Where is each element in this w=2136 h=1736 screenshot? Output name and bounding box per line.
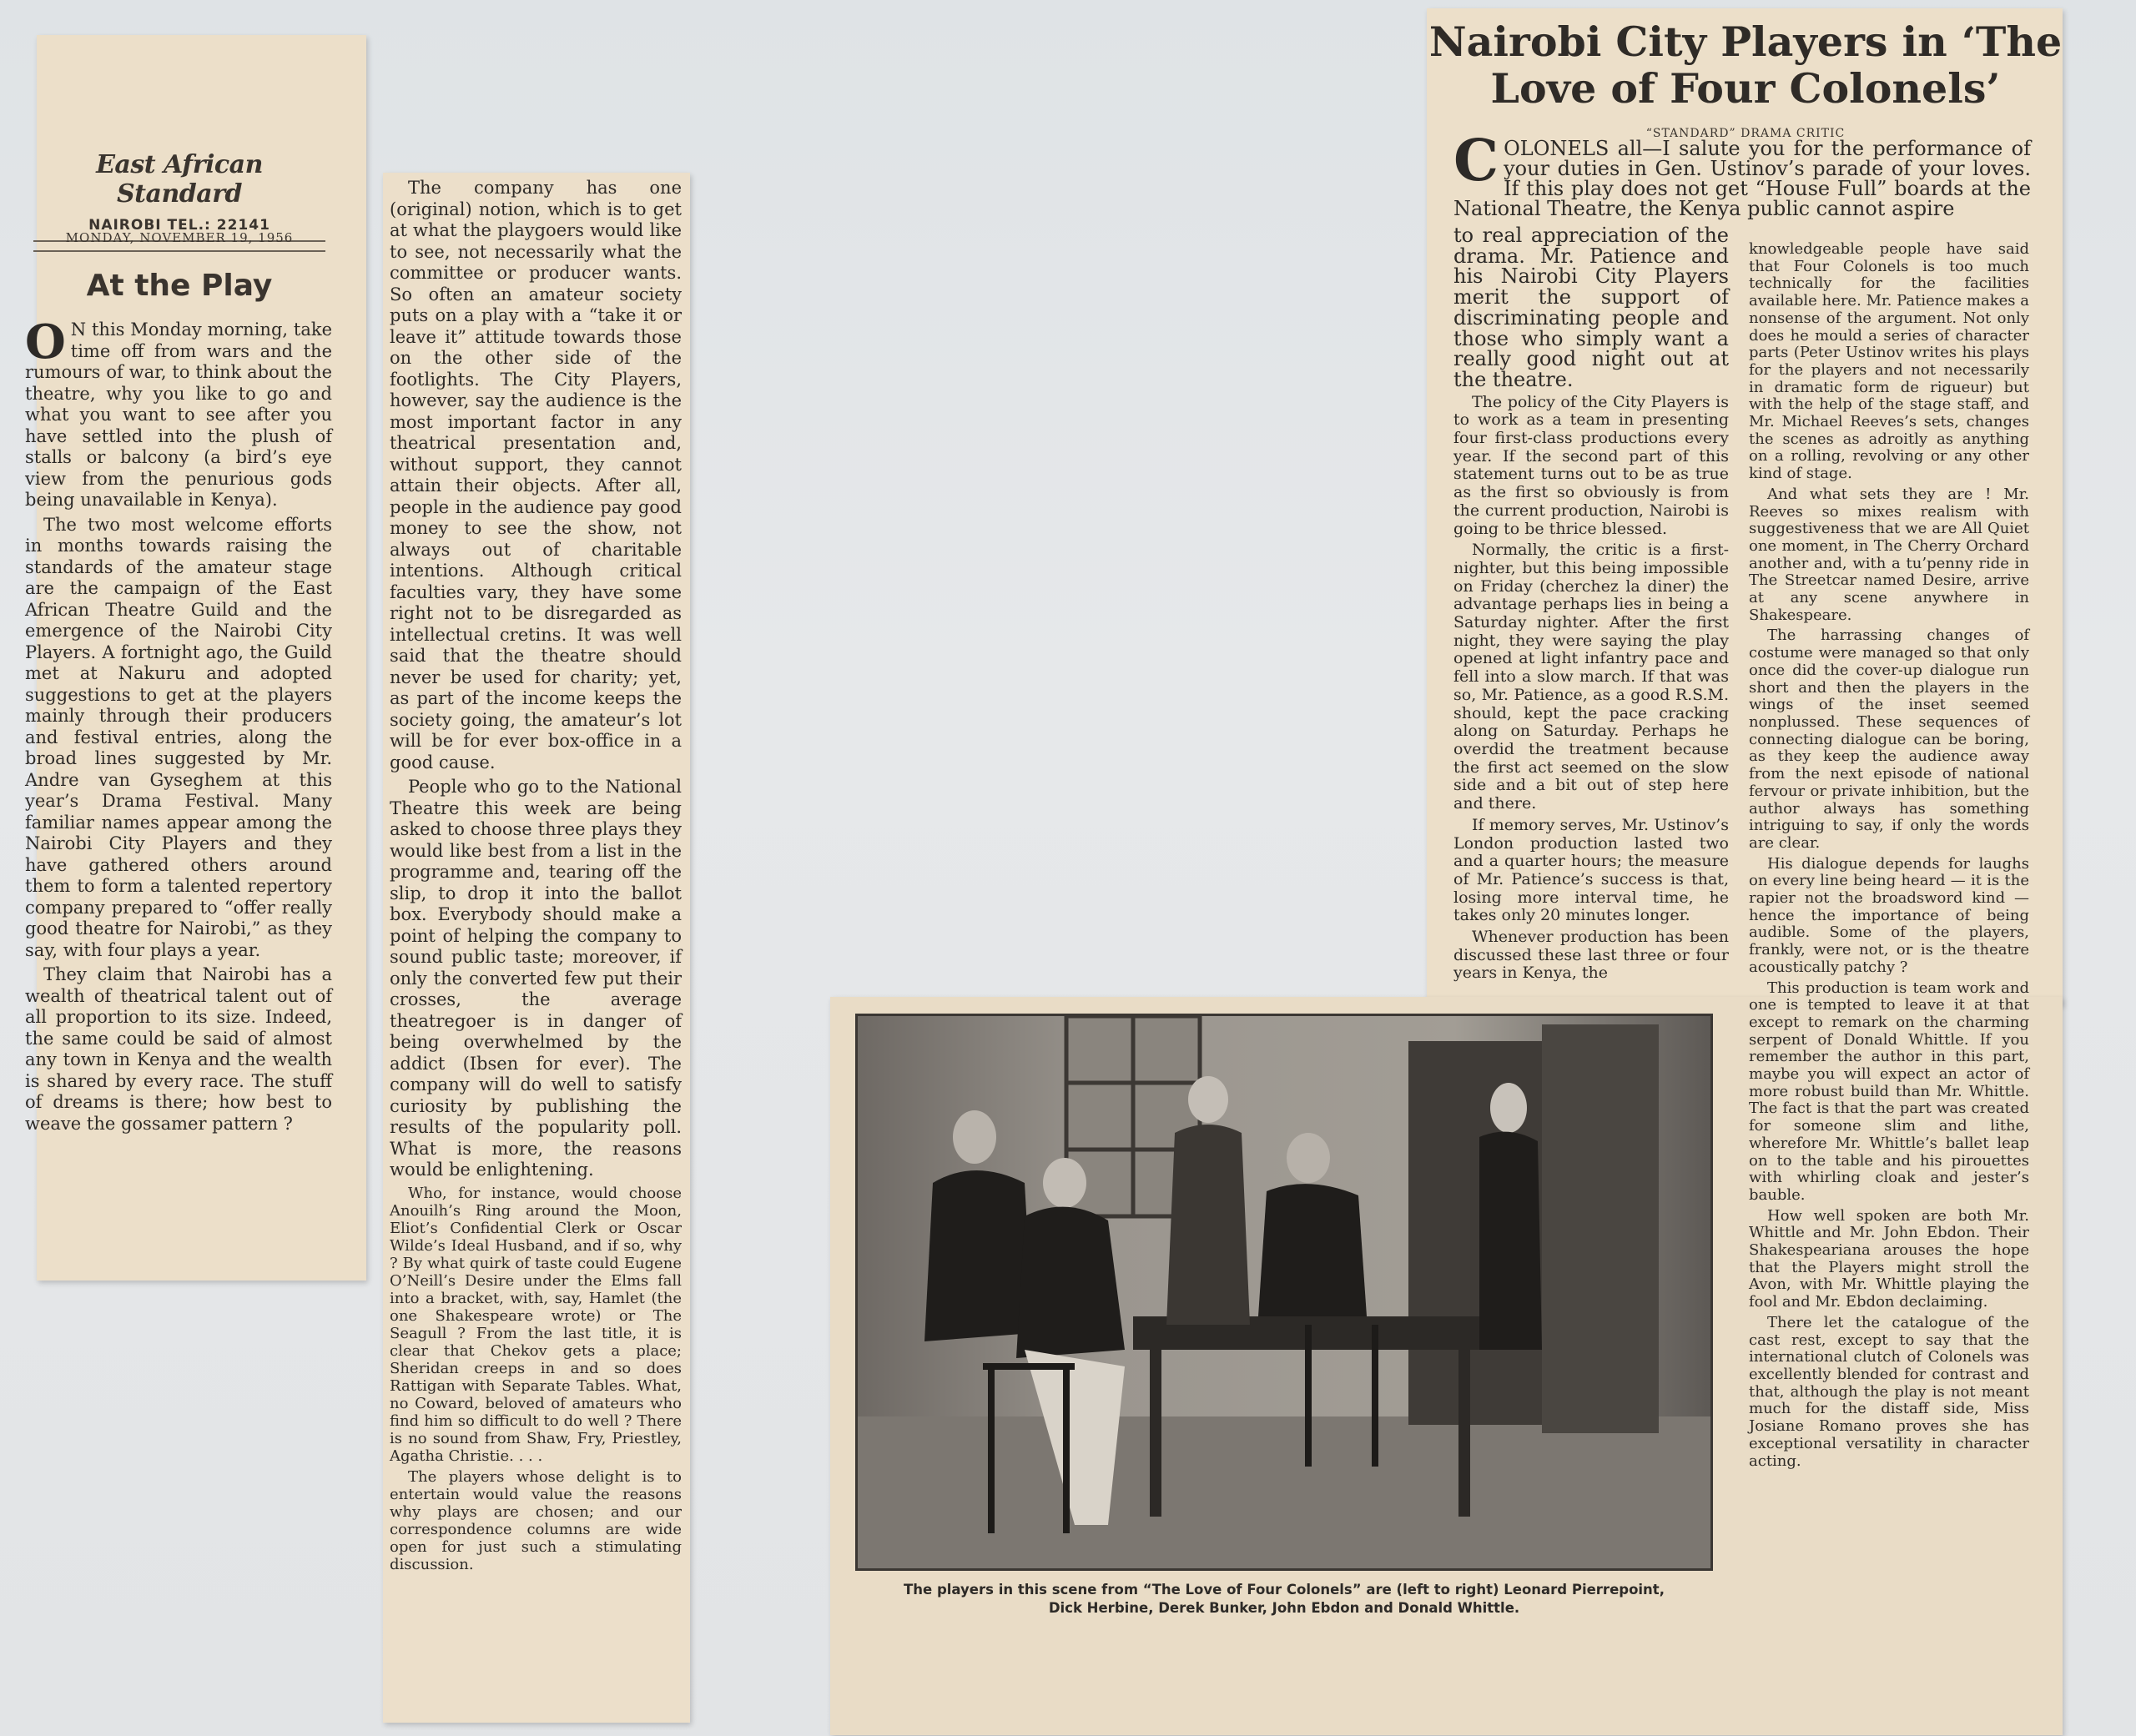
paragraph: Who, for instance, would choose Anouilh’s Ring around the Moon, Eliot’s Confidential Clerk or Oscar Wilde’s Ideal Husband, and if so, why ? By what quirk of taste could Eugene O’Neill’s Desire under the Elms fall into a bracket, with, say, Hamlet (the one Shakespeare wrote) or The Seagull ? From the last title, it is clear that Chekov gets a place; Sheridan creeps in and so does Rattigan with Separate Tables. What, no Coward, beloved of amateurs who find him so difficult to do well ? There is no sound from Shaw, Fry, Priestley, Agatha Christie. . . . bbox=[390, 1184, 682, 1465]
article-column-a bbox=[1453, 225, 1729, 986]
paragraph: The two most welcome efforts in months towards raising the standards of the amateur stage are the campaign of the East African Theatre Guild and the emergence of the Nairobi City Players. A fortnight ago, the Guild met at Nakuru and adopted suggestions to get at the players mainly through their producers and festival entries, along the broad lines suggested by Mr. Andre van Gyseghem at this year’s Drama Festival. Many familiar names appear among the Nairobi City Players and they have gathered others around them to form a talented repertory company prepared to “offer really good theatre for Nairobi,” as they say, with four plays a year. bbox=[25, 514, 332, 960]
dateline: MONDAY, NOVEMBER 19, 1956 bbox=[33, 225, 325, 252]
masthead-title: East African Standard bbox=[96, 150, 263, 209]
paragraph: Whenever production has been discussed these last three or four years in Kenya, the bbox=[1453, 928, 1729, 983]
caption-line-1: The players in this scene from “The Love of Four Colonels” are (left to right) Leonard Pierrepoint, bbox=[904, 1582, 1665, 1598]
caption-line-2: Dick Herbine, Derek Bunker, John Ebdon and Donald Whittle. bbox=[1048, 1600, 1520, 1616]
clipping-continuation bbox=[383, 173, 690, 1723]
headline-four-colonels: Nairobi City Players in ‘The Love of Four Colonels’ bbox=[1428, 18, 2063, 113]
paragraph: They claim that Nairobi has a wealth of theatrical talent out of all proportion to its size. Indeed, the same could be said of almost any town in Kenya and the wealth is shared by every race. The stuff of dreams is there; how best to weave the gossamer pattern ? bbox=[25, 964, 332, 1134]
headline-at-the-play: At the Play bbox=[86, 269, 273, 303]
paragraph: If memory serves, Mr. Ustinov’s London production lasted two and a quarter hours; the measure of Mr. Patience’s success is that, losing more interval time, he takes only 20 minutes longer. bbox=[1453, 815, 1729, 925]
drop-cap: C bbox=[1453, 128, 1499, 194]
paragraph: There let the catalogue of the cast rest, except to say that the international clutch of Colonels was excellently blended for contrast and that, although the play is not meant much for the distaff side, Miss Josiane Romano proves she has exceptional versatility in character acting. bbox=[1749, 1313, 2029, 1470]
paragraph: knowledgeable people have said that Four Colonels is too much technically for the facilities available here. Mr. Patience makes a nonsense of the argument. Not only does he mould a series of character parts (Peter Ustinov writes his plays for the players and not necessarily in dramatic form de rigueur) but with the help of the stage staff, and Mr. Michael Reeves’s sets, changes the scenes as adroitly as anything on a rolling, revolving or any other kind of stage. bbox=[1749, 240, 2029, 483]
paragraph: The harrassing changes of costume were managed so that only once did the cover-up dialogue run short and then the players in the wings of the inset seemed nonplussed. These sequences of connecting dialogue can be boring, as they keep the audience away from the next episode of national fervour or private inhibition, but the author always has something intriguing to say, if only the words are clear. bbox=[1749, 626, 2029, 852]
paragraph: His dialogue depends for laughs on every line being heard — it is the rapier not the broadsword kind — hence the importance of being audible. Some of the players, frankly, were not, or is the theatre acoustically patchy ? bbox=[1749, 854, 2029, 976]
paragraph: to real appreciation of the drama. Mr. Patience and his Nairobi City Players merit the support of discriminating people and those who simply want a really good night out at the theatre. bbox=[1453, 224, 1729, 391]
paragraph: The company has one (original) notion, which is to get at what the playgoers would like to see, not necessarily what the committee or producer wants. So often an amateur society puts on a play with a “take it or leave it” attitude towards those on the other side of the footlights. The City Players, however, say the audience is the most important factor in any theatrical presentation and, without support, they cannot attain their objects. After all, people in the audience pay good money to see the show, not always out of charitable intentions. Although critical faculties vary, they have some right not to be disregarded as intellectual cretins. It was well said that the theatre should never be used for charity; yet, as part of the income keeps the society going, the amateur’s lot will be for ever box-office in a good cause. bbox=[390, 178, 682, 772]
paragraph: People who go to the National Theatre this week are being asked to choose three plays they would like best from a list in the programme and, tearing off the slip, to drop it into the ballot box. Everybody should make a point of helping the company to sound public taste; moreover, if only the converted few put their crosses, the average theatregoer is in danger of being overwhelmed by the addict (Ibsen for ever). The company will do well to satisfy curiosity by publishing the results of the popularity poll. What is more, the reasons would be enlightening. bbox=[390, 777, 682, 1180]
paragraph: The policy of the City Players is to work as a team in presenting four first-class productions every year. If the second part of this statement turns out to be as true as the first so obviously is from the current production, Nairobi is going to be thrice blessed. bbox=[1453, 392, 1729, 538]
article-column-2 bbox=[390, 178, 682, 1577]
drop-cap: O bbox=[25, 314, 66, 370]
masthead-telephone: NAIROBI TEL.: 22141 bbox=[88, 217, 270, 234]
article-column-b bbox=[1749, 241, 2029, 1473]
paragraph: Normally, the critic is a first-nighter, but this being impossible on Friday (cherchez la diner) the advantage perhaps lies in being a Saturday nighter. After the first night, they were saying the play opened at light infantry pace and fell into a slow march. If that was so, Mr. Patience, as a good R.S.M. should, kept the pace cracking along on Saturday. Perhaps he overdid the treatment because the first act seemed on the slow side and a bit out of step here and there. bbox=[1453, 541, 1729, 813]
paragraph: The players whose delight is to entertain would value the reasons why plays are chosen; and our correspondence columns are wide open for just such a stimulating discussion. bbox=[390, 1467, 682, 1573]
article-column-1 bbox=[25, 314, 332, 1138]
paragraph: This production is team work and one is tempted to leave it at that except to remark on the charming serpent of Donald Whittle. If you remember the author in this part, maybe you will expect an actor of more robust build than Mr. Whittle. The fact is that the part was created for someone slim and lithe, wherefore Mr. Whittle’s ballet leap on to the table and his pirouettes with whirling cloak and jester’s bauble. bbox=[1749, 979, 2029, 1204]
paragraph: How well spoken are both Mr. Whittle and Mr. John Ebdon. Their Shakespeariana arouses the hope that the Players might stroll the Avon, with Mr. Whittle playing the fool and Mr. Ebdon declaiming. bbox=[1749, 1206, 2029, 1311]
photo-caption bbox=[855, 1581, 1713, 1618]
lead-text: OLONELS all—I salute you for the performance of your duties in Gen. Ustinov’s parade of your loves. If this play does not get “House Full” boards at the National Theatre, the Kenya public cannot aspire bbox=[1453, 137, 2031, 220]
paragraph: And what sets they are ! Mr. Reeves so mixes realism with suggestiveness that we are All Quiet one moment, in The Cherry Orchard another and, with a tu’penny ride in The Streetcar named Desire, arrive at any scene anywhere in Shakespeare. bbox=[1749, 485, 2029, 624]
stage-photograph bbox=[855, 1014, 1713, 1571]
paragraph: N this Monday morning, take time off from wars and the rumours of war, to think about the theatre, why you like to go and what you want to see after you have settled into the plush of stalls or balcony (a bird’s eye view from the penurious gods being unavailable in Kenya). bbox=[25, 320, 332, 510]
byline: “STANDARD” DRAMA CRITIC bbox=[1645, 127, 1846, 140]
